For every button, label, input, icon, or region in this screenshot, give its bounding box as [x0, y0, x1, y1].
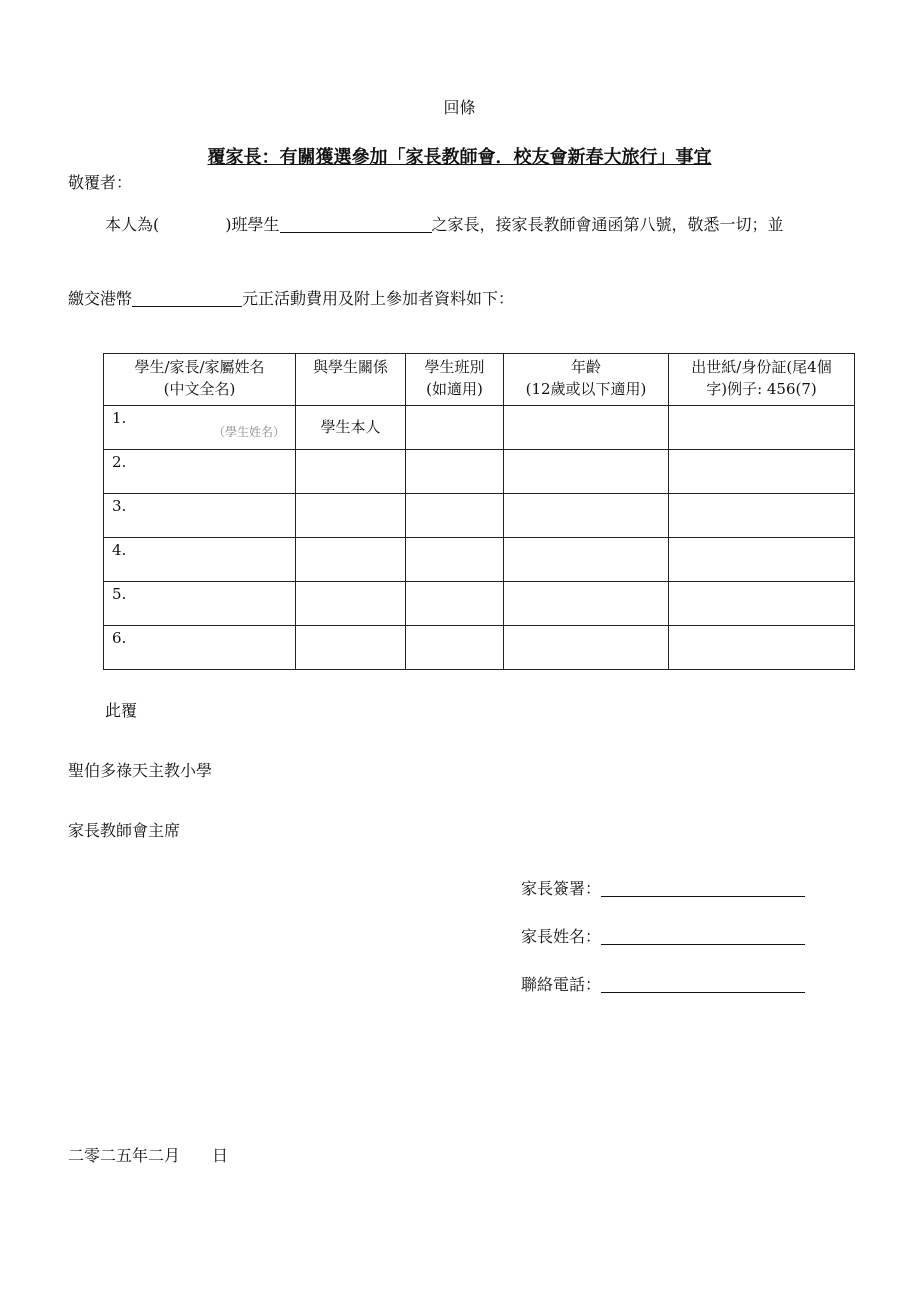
age-cell[interactable] [504, 494, 669, 538]
table-row [104, 494, 855, 538]
class-cell[interactable] [406, 626, 504, 670]
age-cell[interactable] [504, 538, 669, 582]
age-cell[interactable] [504, 406, 669, 450]
table-header-row [104, 354, 855, 406]
relation-cell[interactable]: 學生本人 [296, 406, 406, 450]
id-cell[interactable] [669, 406, 855, 450]
declaration-text-a: 本人為( [105, 215, 160, 234]
signature-label: 家長簽署： [521, 879, 602, 898]
parent-name-row [521, 924, 805, 947]
school-name: 聖伯多祿天主教小學 [68, 761, 213, 780]
day-suffix: 日 [212, 1146, 229, 1165]
document-title: 覆家長：有關獲選參加「家長教師會．校友會新春大旅行」事宜 [207, 147, 712, 168]
closing-text: 此覆 [105, 701, 138, 720]
header-relation: 與學生關係 [296, 354, 406, 406]
id-cell[interactable] [669, 626, 855, 670]
age-cell[interactable] [504, 582, 669, 626]
reply-slip-label: 回條 [443, 98, 476, 117]
age-cell[interactable] [504, 626, 669, 670]
name-cell[interactable]: 6. [104, 626, 296, 670]
student-name-blank[interactable] [280, 216, 432, 233]
header-age: 年齡 (12歲或以下適用) [504, 354, 669, 406]
payment-text-a: 繳交港幣 [68, 289, 133, 308]
date-text: 二零二五年二月 [68, 1146, 181, 1165]
id-cell[interactable] [669, 450, 855, 494]
header-name: 學生/家長/家屬姓名 (中文全名) [104, 354, 296, 406]
id-cell[interactable] [669, 582, 855, 626]
phone-field[interactable] [601, 976, 805, 993]
parent-name-label: 家長姓名： [521, 927, 602, 946]
table-row [104, 450, 855, 494]
name-cell[interactable]: 2. [104, 450, 296, 494]
class-blank[interactable] [159, 217, 225, 233]
id-cell[interactable] [669, 538, 855, 582]
name-cell[interactable]: 3. [104, 494, 296, 538]
declaration-text-c: 之家長，接家長教師會通函第八號，敬悉一切；並 [431, 215, 784, 234]
class-cell[interactable] [406, 450, 504, 494]
declaration-text-b: )班學生 [225, 215, 280, 234]
relation-cell[interactable] [296, 450, 406, 494]
relation-cell[interactable] [296, 494, 406, 538]
table-row [104, 406, 855, 450]
relation-cell[interactable] [296, 538, 406, 582]
salutation: 敬覆者： [68, 173, 133, 192]
age-cell[interactable] [504, 450, 669, 494]
name-hint: （學生姓名） [212, 425, 285, 439]
phone-row [521, 972, 805, 995]
amount-blank[interactable] [132, 290, 242, 307]
signature-row [521, 876, 805, 899]
class-cell[interactable] [406, 494, 504, 538]
table-row [104, 626, 855, 670]
participant-table [103, 353, 855, 670]
name-cell[interactable]: 5. [104, 582, 296, 626]
header-id: 出世紙/身份証(尾4個 字)例子: 456(7) [669, 354, 855, 406]
name-cell[interactable]: 4. [104, 538, 296, 582]
name-cell[interactable]: 1. （學生姓名） [104, 406, 296, 450]
table-row [104, 538, 855, 582]
declaration-line-1 [105, 212, 784, 235]
class-cell[interactable] [406, 406, 504, 450]
class-cell[interactable] [406, 538, 504, 582]
parent-name-field[interactable] [601, 928, 805, 945]
id-cell[interactable] [669, 494, 855, 538]
relation-cell[interactable] [296, 626, 406, 670]
signature-field[interactable] [601, 880, 805, 897]
header-class: 學生班別 (如適用) [406, 354, 504, 406]
table-row [104, 582, 855, 626]
relation-cell[interactable] [296, 582, 406, 626]
addressee-chair: 家長教師會主席 [68, 821, 181, 840]
declaration-line-2 [68, 286, 514, 309]
class-cell[interactable] [406, 582, 504, 626]
date-line [68, 1143, 228, 1166]
phone-label: 聯絡電話： [521, 975, 602, 994]
payment-text-b: 元正活動費用及附上參加者資料如下： [242, 289, 515, 308]
